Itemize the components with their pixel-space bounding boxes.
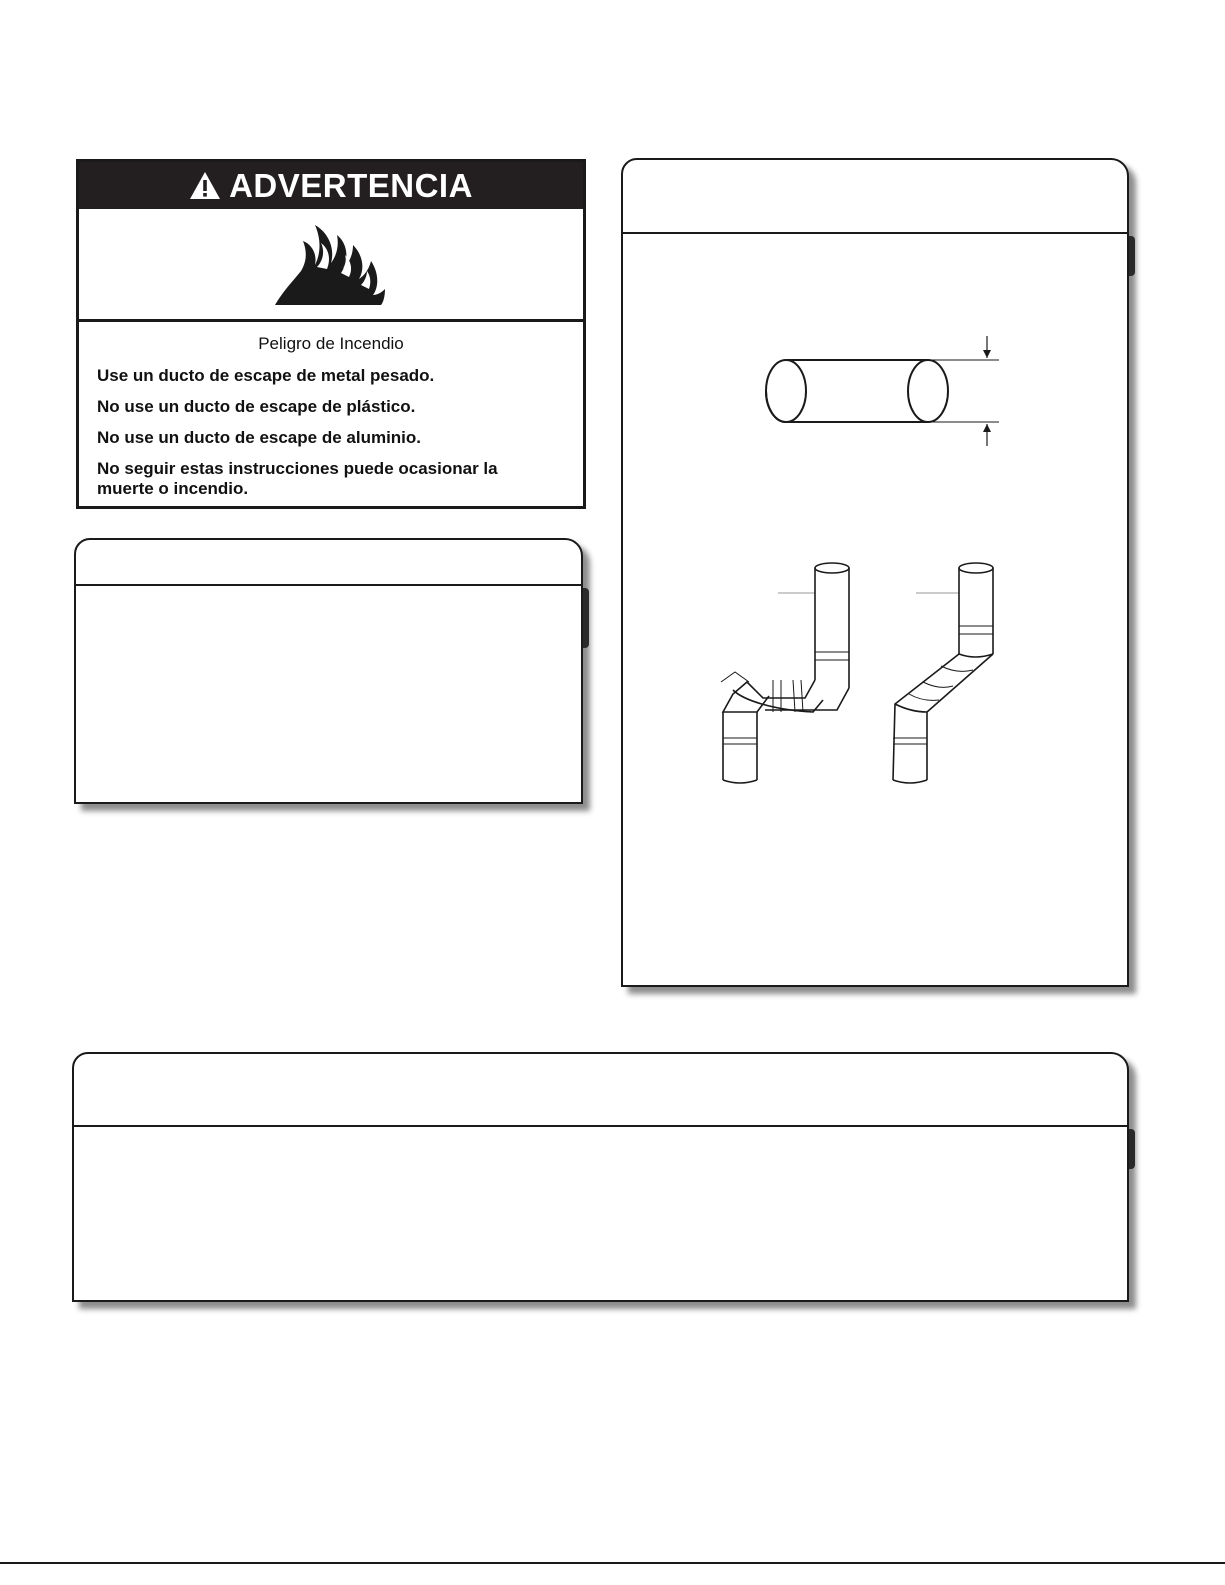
left-section-header xyxy=(76,540,581,586)
elbow-illustration-2 xyxy=(893,563,993,783)
bottom-section-tab xyxy=(1129,1129,1135,1169)
warning-body xyxy=(79,322,583,499)
warning-header xyxy=(79,162,583,209)
hazard-title: Peligro de Incendio xyxy=(258,334,404,353)
right-section-card xyxy=(621,158,1129,987)
left-section-tab xyxy=(583,588,589,648)
warning-line-1: Use un ducto de escape de metal pesado. xyxy=(97,366,435,385)
warning-line-3: No use un ducto de escape de aluminio. xyxy=(97,428,422,447)
warning-panel xyxy=(76,159,586,509)
warning-triangle-icon xyxy=(189,171,221,200)
warning-icon-area xyxy=(79,209,583,322)
bottom-section-header xyxy=(74,1054,1127,1127)
fire-icon xyxy=(273,221,389,307)
warning-line-2: No use un ducto de escape de plástico. xyxy=(97,397,416,416)
warning-title: ADVERTENCIA xyxy=(229,167,473,204)
right-section-tab xyxy=(1129,236,1135,276)
duct-diagrams xyxy=(623,160,1127,985)
page-bottom-rule xyxy=(0,1562,1225,1564)
bottom-section-card xyxy=(72,1052,1129,1302)
left-section-card xyxy=(74,538,583,804)
warning-line-4: No seguir estas instrucciones puede ocasionar la muerte o incendio. xyxy=(97,459,498,498)
duct-diameter-illustration xyxy=(766,336,999,446)
elbow-illustration-1 xyxy=(721,563,849,783)
